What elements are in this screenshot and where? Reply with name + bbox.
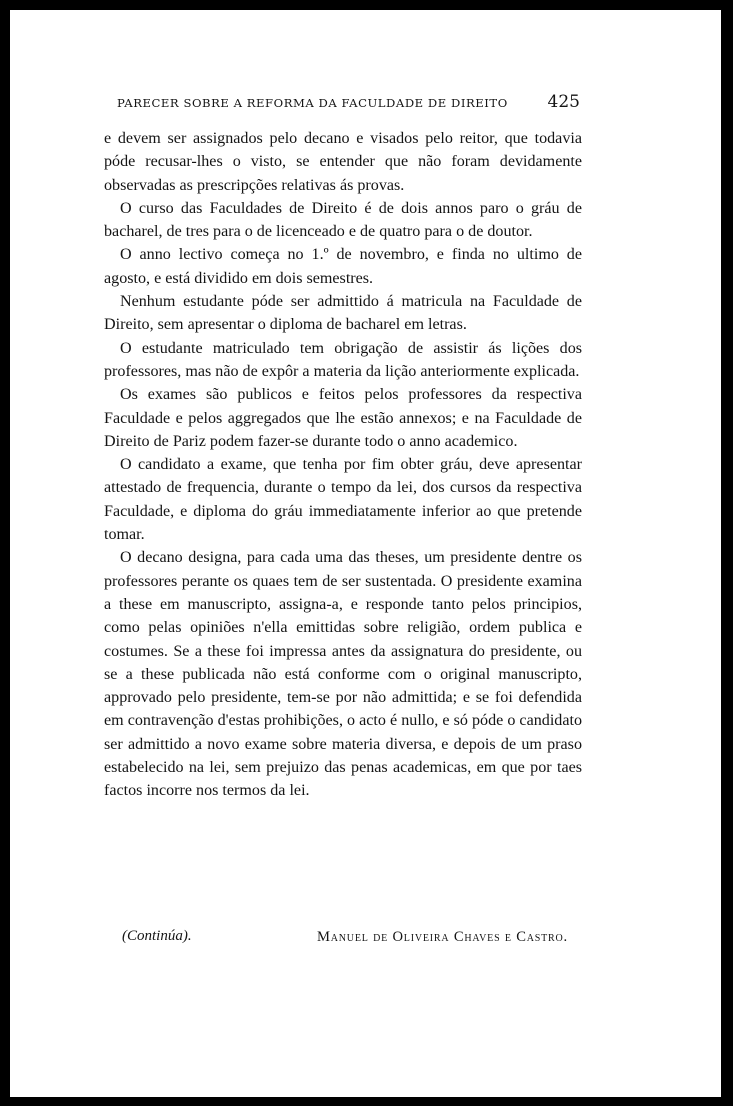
paragraph-attendance: O estudante matriculado tem obrigação de assistir ás lições dos professores, mas não de expôr a materia da lição anteriormente explicada. [104, 339, 582, 380]
running-header [117, 92, 580, 114]
page-number: 425 [547, 92, 580, 112]
running-title: PARECER SOBRE A REFORMA DA FACULDADE DE DIREITO [117, 96, 508, 110]
paragraph-academic-year: O anno lectivo começa no 1.º de novembro, e finda no ultimo de agosto, e está dividido em dois semestres. [104, 246, 582, 287]
paragraph-exams: Os exames são publicos e feitos pelos professores da respectiva Faculdade e pelos aggregados que lhe estão annexos; e na Faculdade de Direito de Pariz podem fazer-se durante todo o anno academico. [104, 386, 582, 450]
paragraph-candidate: O candidato a exame, que tenha por fim obter gráu, deve apresentar attestado de frequencia, durante o tempo da lei, dos cursos da respectiva Faculdade, e diploma do gráu immediatamente inferior ao que pretende tomar. [104, 456, 582, 544]
continua-note: (Continúa). [122, 928, 192, 944]
author-name: Manuel de Oliveira Chaves e Castro. [316, 929, 568, 945]
paragraph-enrollment: Nenhum estudante póde ser admittido á matricula na Faculdade de Direito, sem apresentar o diploma de bacharel em letras. [104, 293, 582, 334]
signature-line [122, 928, 568, 952]
paragraph-course-duration: O curso das Faculdades de Direito é de dois annos paro o gráu de bacharel, de tres para o de licenceado e de quatro para o de doutor. [104, 199, 582, 241]
paragraph-continued: e devem ser assignados pelo decano e visados pelo reitor, que todavia póde recusar-lhes o visto, se entender que não foram devidamente observadas as prescripções relativas ás provas. [104, 130, 582, 194]
paragraph-theses: O decano designa, para cada uma das theses, um presidente dentre os professores perante os quaes tem de ser sustentada. O presidente examina a these em manuscripto, assigna-a, e responde tanto pelos principios, como pelas opiniões n'ella emittidas sobre religião, ordem publica e costumes. Se a these foi impressa antes da assignatura do presidente, ou se a these publicada não está conforme com o original manuscripto, approvado pelo presidente, tem-se por não admittida; e se foi defendida em contravenção d'estas prohibições, o acto é nullo, e só póde o candidato ser admittido a novo exame sobre materia diversa, e depois de um praso estabelecido na lei, sem prejuizo das penas academicas, em que por taes factos incorre nos termos da lei. [104, 549, 582, 800]
body-text [104, 127, 582, 803]
